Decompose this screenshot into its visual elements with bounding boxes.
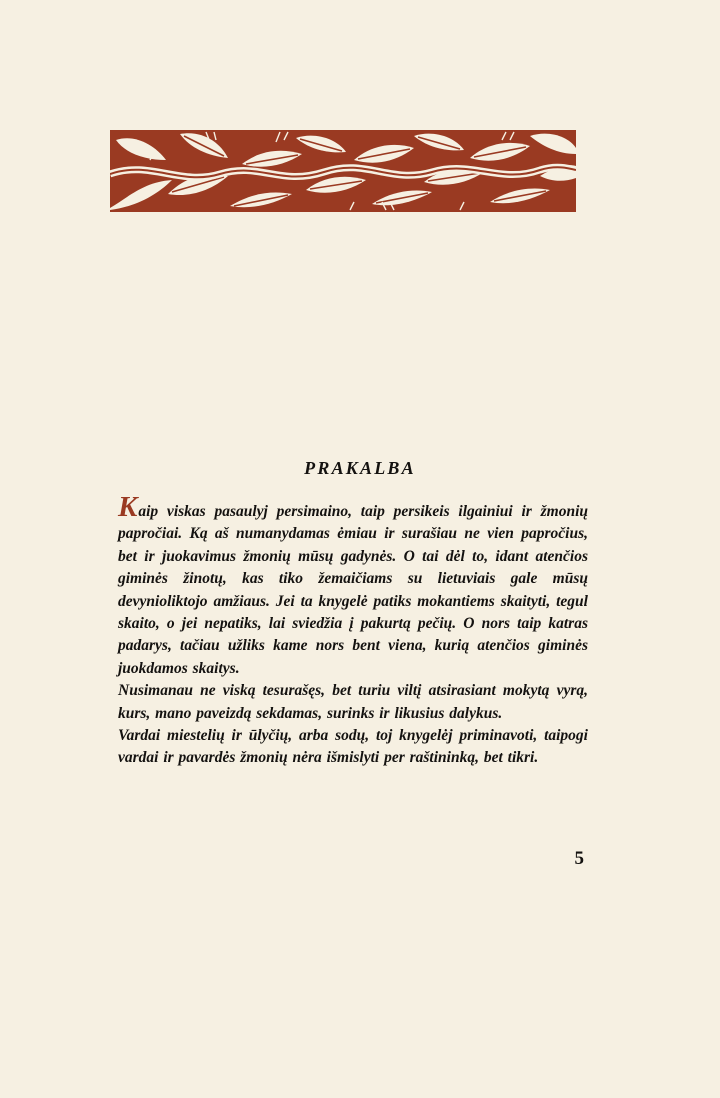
drop-cap: K [118,491,138,523]
paragraph-1-text: aip viskas pasaulyj persimaino, taip persikeis ilgainiui ir žmonių papročiai. Ką aš numanydamas ėmiau ir surašiau ne vien papročius, bet ir juokavimus žmonių mūsų gadynės. O tai dėl to, idant atenčios giminės žinotų, kas tiko žemaičiams su lietuviais gale mūsų devynioliktojo amžiaus. Jei ta knygelė patiks mokantiems skaityti, tegul skaito, o jei nepatiks, lai sviedžia į pakurtą pečių. O nors taip katras padarys, tačiau užliks kame nors bent viena, kurią atenčios giminės juokdamos skaitys. [118,503,588,677]
paragraph-3: Vardai miestelių ir ūlyčių, arba sodų, toj knygelėj priminavoti, taipogi vardai ir pavardės žmonių nėra išmislyti per raštininką, bet tikri. [118,727,588,767]
paragraph-1 [118,491,588,680]
page-number: 5 [574,848,584,869]
leaf-vine-ornament-icon [110,130,576,212]
paragraph-2: Nusimanau ne viską tesurašęs, bet turiu viltį atsirasiant mokytą vyrą, kurs, mano paveizdą sekdamas, surinks ir likusius dalykus. [118,682,588,722]
body-text [118,491,588,770]
chapter-heading: PRAKALBA [304,458,416,478]
